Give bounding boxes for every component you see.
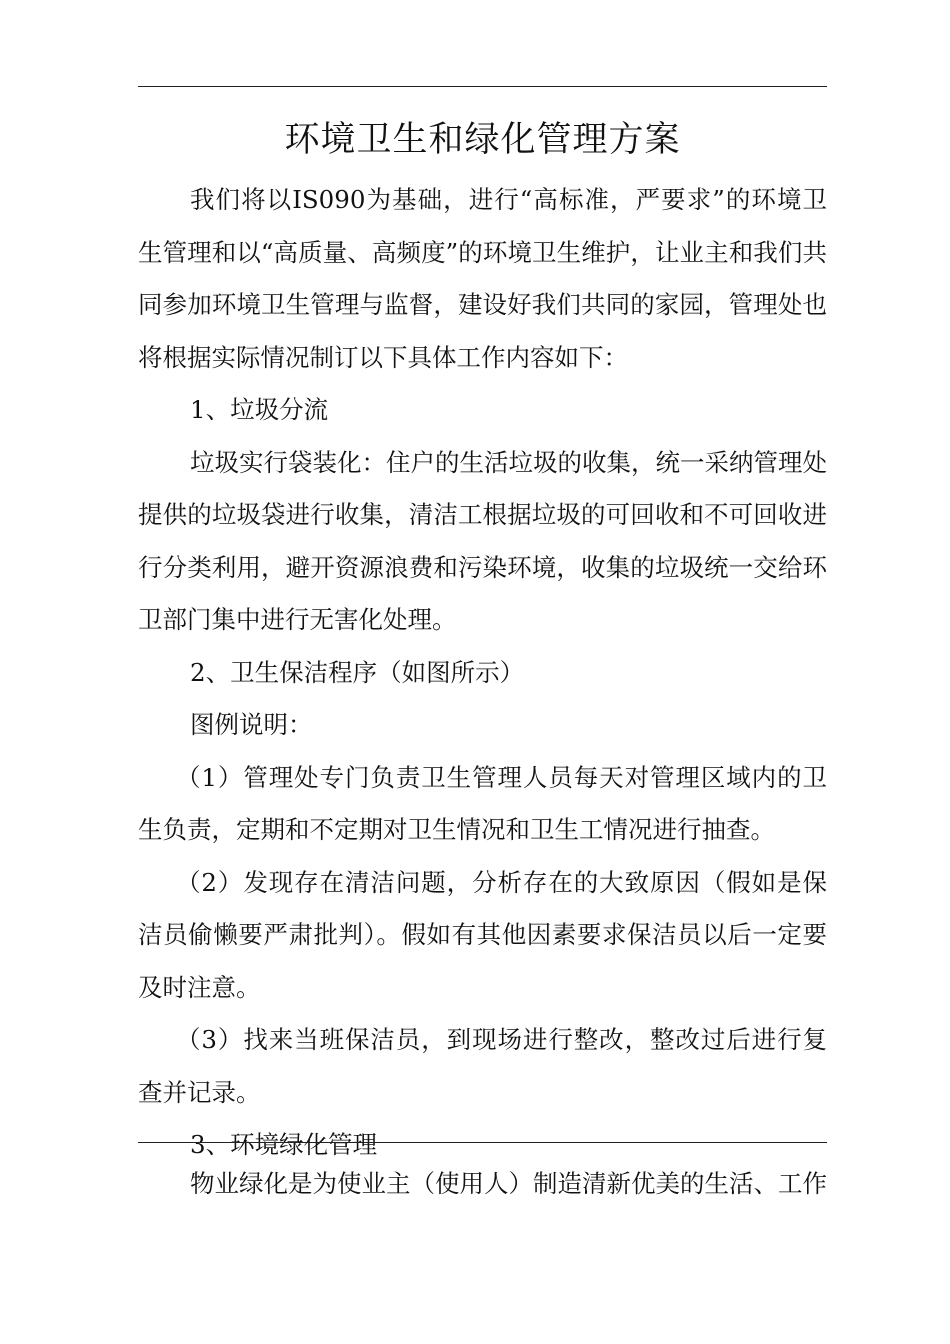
bottom-rule	[138, 1142, 827, 1143]
legend-item-3: （3）找来当班保洁员，到现场进行整改，整改过后进行复查并记录。	[138, 1025, 827, 1107]
next-page-body	[138, 1158, 827, 1211]
section-heading-garbage: 1、垃圾分流	[190, 395, 329, 424]
garbage-paragraph: 垃圾实行袋装化：住户的生活垃圾的收集，统一采纳管理处提供的垃圾袋进行收集，清洁工根据垃圾的可回收和不可回收进行分类利用，避开资源浪费和污染环境，收集的垃圾统一交给环卫部门集中进行无害化处理。	[138, 447, 827, 634]
intro-paragraph: 我们将以IS090为基础，进行“高标准，严要求”的环境卫生管理和以“高质量、高频度”的环境卫生维护，让业主和我们共同参加环境卫生管理与监督，建设好我们共同的家园，管理处也将根据实际情况制订以下具体工作内容如下：	[138, 185, 827, 372]
legend-item-1: （1）管理处专门负责卫生管理人员每天对管理区域内的卫生负责，定期和不定期对卫生情况和卫生工情况进行抽查。	[138, 762, 827, 844]
section-heading-greening: 3、环境绿化管理	[190, 1130, 378, 1159]
legend-heading: 图例说明：	[190, 710, 313, 739]
document-body	[138, 174, 827, 1172]
legend-item-2: （2）发现存在清洁问题，分析存在的大致原因（假如是保洁员偷懒要严肃批判）。假如有其他因素要求保洁员以后一定要及时注意。	[138, 867, 827, 1002]
section-heading-cleaning: 2、卫生保洁程序（如图所示）	[190, 657, 525, 687]
greening-paragraph: 物业绿化是为使业主（使用人）制造清新优美的生活、工作	[190, 1169, 827, 1198]
document-title: 环境卫生和绿化管理方案	[284, 120, 681, 160]
top-rule	[138, 86, 827, 87]
